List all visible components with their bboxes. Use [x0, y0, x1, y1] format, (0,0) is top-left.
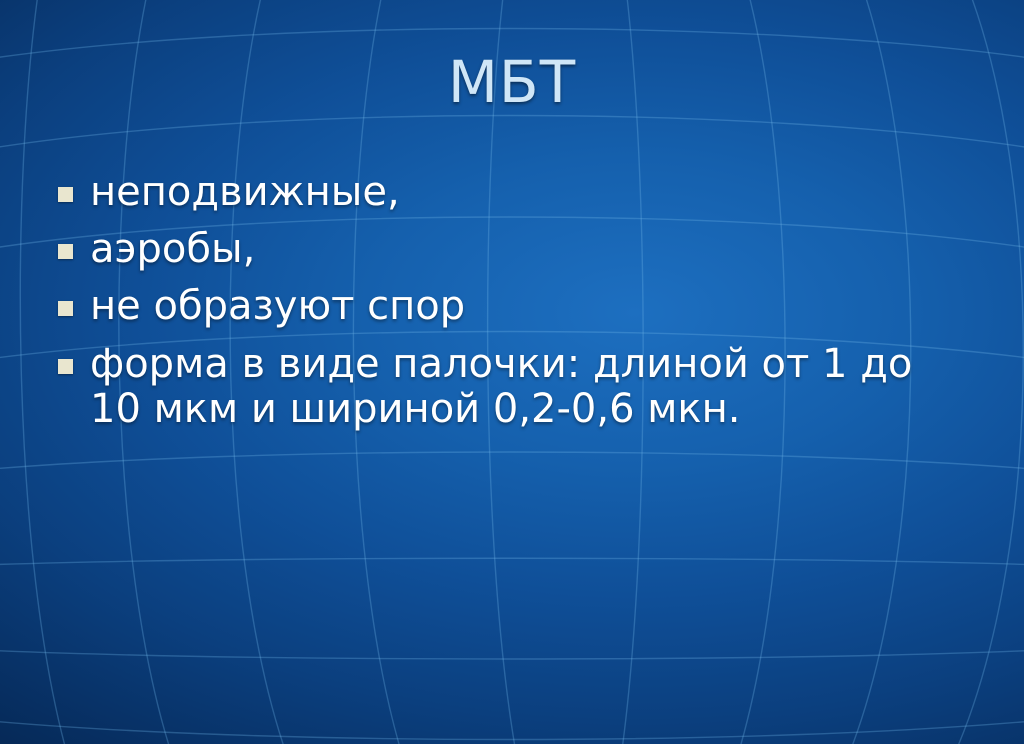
page-title: МБТ — [447, 48, 577, 116]
square-bullet-icon — [58, 187, 73, 202]
list-item — [58, 284, 974, 329]
list-item-label: не образуют спор — [90, 283, 466, 330]
list-item — [58, 227, 974, 272]
list-item — [58, 342, 974, 432]
list-item — [58, 170, 974, 215]
list-item-label: форма в виде палочки: длиной от 1 до 10 мкм и шириной 0,2-0,6 мкн. — [90, 340, 913, 432]
bullet-list — [58, 170, 974, 444]
square-bullet-icon — [58, 244, 73, 259]
list-item-label: аэробы, — [90, 226, 256, 273]
list-item-label: неподвижные, — [90, 169, 400, 215]
square-bullet-icon — [58, 359, 73, 374]
square-bullet-icon — [58, 301, 73, 316]
